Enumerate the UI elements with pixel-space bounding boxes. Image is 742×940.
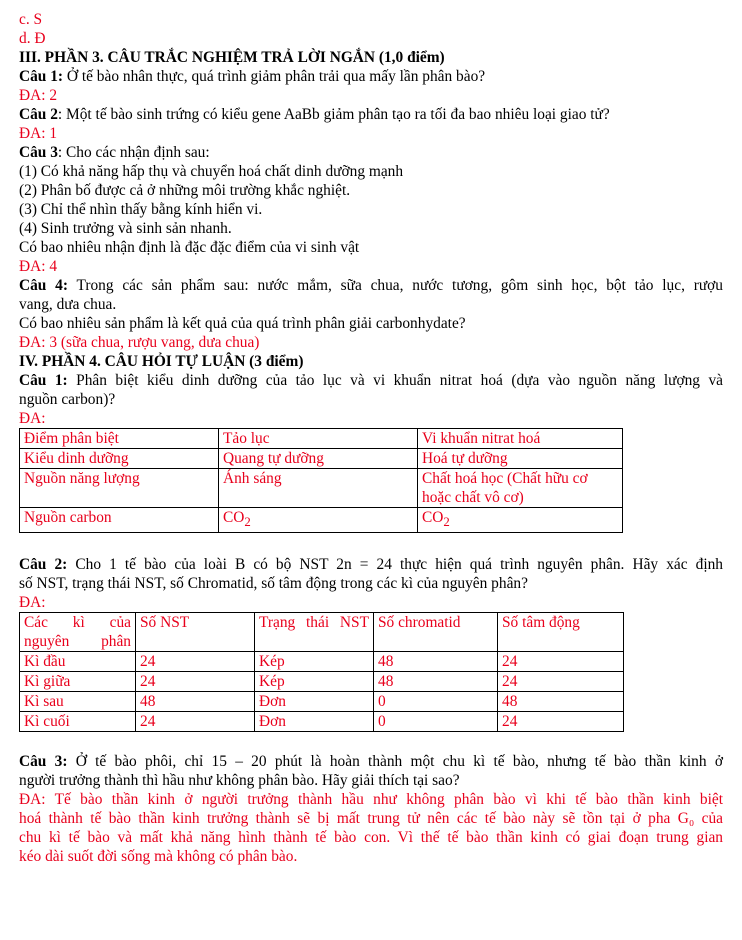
co-subscript: 2 [244,515,251,530]
table-row [20,652,624,672]
part3-q1-answer: ĐA: 2 [19,87,58,104]
table-header: Số NST [136,613,255,652]
table-cell: Kép [255,652,374,672]
part3-title: III. PHẦN 3. CÂU TRẮC NGHIỆM TRẢ LỜI NGẮN (1,0 điểm) [19,49,445,66]
table-cell: Kì đầu [20,652,136,672]
q-label: Câu 4: [19,277,68,294]
table-header: Các kì của nguyên phân [20,613,136,652]
q-text: Cho 1 tế bào của loài B có bộ NST 2n = 24 thực hiện quá trình nguyên phân. Hãy xác định [67,556,723,574]
table-header-row [20,429,623,449]
table-row [20,449,623,469]
part3-q3-answer: ĐA: 4 [19,258,58,275]
table-row [20,672,624,692]
part4-q1-line2: nguồn carbon)? [19,391,116,408]
table-row [20,469,623,508]
table-cell [418,508,623,533]
statement-2: (2) Phân bố được cả ở những môi trường khắc nghiệt. [19,182,351,199]
part3-q3-question: Có bao nhiêu nhận định là đặc đặc điểm của vi sinh vật [19,239,360,256]
table-header-row [20,613,624,652]
table-row [20,712,624,732]
part4-q2-line1 [19,555,723,574]
table-header: Số tâm động [498,613,624,652]
statement-3: (3) Chỉ thể nhìn thấy bằng kính hiển vi. [19,201,263,218]
q-label: Câu 1: [19,372,68,389]
part3-q1 [19,67,723,86]
part4-q3-answer-line3: chu kì tế bào và mất khả năng hình thành tế bào con. Vì thế tế bào thần kinh có giai đoạn trung gian [19,829,723,847]
part3-q2 [19,105,723,124]
table-cell: Kiểu dinh dưỡng [20,449,219,469]
table-cell: Đơn [255,692,374,712]
part3-q3 [19,143,723,162]
table-cell: Chất hoá học (Chất hữu cơ hoặc chất vô cơ) [418,469,623,508]
statement-4: (4) Sinh trưởng và sinh sản nhanh. [19,220,232,237]
co-text: CO [422,509,444,526]
part3-q2-answer: ĐA: 1 [19,125,58,142]
table-cell: Kì giữa [20,672,136,692]
part4-title: IV. PHẦN 4. CÂU HỎI TỰ LUẬN (3 điểm) [19,353,304,370]
table-cell: 0 [374,712,498,732]
answer-c: c. S [19,11,43,28]
q-text: Trong các sản phẩm sau: nước mắm, sữa chua, nước tương, gôm sinh học, bột tảo lục, rượu [67,277,723,294]
table-cell: 24 [498,712,624,732]
q-label: Câu 1: [19,68,64,85]
q-text: Ở tế bào nhân thực, quá trình giảm phân trải qua mấy lần phân bào? [63,68,486,85]
table-cell: 24 [498,672,624,692]
answer-d: d. Đ [19,30,46,47]
q-label: Câu 2 [19,106,58,123]
part3-q4-line1 [19,276,723,295]
part3-q4-question: Có bao nhiêu sản phẩm là kết quả của quá trình phân giải carbonhydate? [19,315,466,332]
part4-q1-answer-label: ĐA: [19,410,46,427]
statement-1: (1) Có khả năng hấp thụ và chuyển hoá chất dinh dưỡng mạnh [19,163,404,180]
co-subscript: 2 [443,515,450,530]
table-cell: Kì sau [20,692,136,712]
table-cell: 48 [374,652,498,672]
q-text: : Cho các nhận định sau: [57,144,210,161]
table-cell [219,508,418,533]
table-cell: Hoá tự dưỡng [418,449,623,469]
table-cell: Ánh sáng [219,469,418,508]
table-header: Vi khuẩn nitrat hoá [418,429,623,449]
part4-q1-line1 [19,371,723,390]
table-cell: Nguồn carbon [20,508,219,533]
table-cell: Quang tự dưỡng [219,449,418,469]
part3-q4-answer: ĐA: 3 (sữa chua, rượu vang, dưa chua) [19,334,260,351]
table-cell: 48 [374,672,498,692]
table-cell: Kì cuối [20,712,136,732]
table-header: Số chromatid [374,613,498,652]
part4-q2-line2: số NST, trạng thái NST, số Chromatid, số tâm động trong các kì của nguyên phân? [19,575,528,593]
table-cell: Kép [255,672,374,692]
mitosis-table [19,612,624,732]
q-label: Câu 3 [19,144,58,161]
table-header: Trạng thái NST [255,613,374,652]
part4-q2-answer-label: ĐA: [19,594,46,612]
table-cell: 24 [498,652,624,672]
table-row [20,692,624,712]
q-label: Câu 3: [19,753,68,771]
table-row [20,508,623,533]
document-page [19,10,723,866]
part4-q3-answer-line2: hoá thành tế bào thần kinh trưởng thành sẽ bị mất trung tử nên các tế bào này sẽ tồn tại ở pha G₀ của [19,810,723,828]
table-cell: 48 [136,692,255,712]
table-cell: 24 [136,672,255,692]
table-cell: 48 [498,692,624,712]
part4-q3-answer-line1: ĐA: Tế bào thần kinh ở người trưởng thành hầu như không phân bào vì khi tế bào thần kinh biệt [19,791,723,809]
part4-q3-line1 [19,752,723,771]
q-label: Câu 2: [19,556,68,574]
table-cell: 24 [136,712,255,732]
table-cell: Đơn [255,712,374,732]
table-cell: 24 [136,652,255,672]
part3-q4-line2: vang, dưa chua. [19,296,117,313]
co-text: CO [223,509,245,526]
part4-q3-answer-line4: kéo dài suốt đời sống mà không có phân bào. [19,848,298,866]
q-text: Phân biệt kiểu dinh dưỡng của tảo lục và vi khuẩn nitrat hoá (dựa vào nguồn năng lượng và [67,372,723,389]
part4-q3-line2: người trưởng thành thì hầu như không phân bào. Hãy giải thích tại sao? [19,772,460,790]
table-header: Điểm phân biệt [20,429,219,449]
table-cell: Nguồn năng lượng [20,469,219,508]
table-cell: 0 [374,692,498,712]
table-header: Tảo lục [219,429,418,449]
q-text: : Một tế bào sinh trứng có kiểu gene AaBb giảm phân tạo ra tối đa bao nhiêu loại giao tử? [57,106,610,123]
q-text: Ở tế bào phôi, chỉ 15 – 20 phút là hoàn thành một chu kì tế bào, nhưng tế bào thần kinh ở [67,753,723,771]
nutrition-table [19,428,623,533]
